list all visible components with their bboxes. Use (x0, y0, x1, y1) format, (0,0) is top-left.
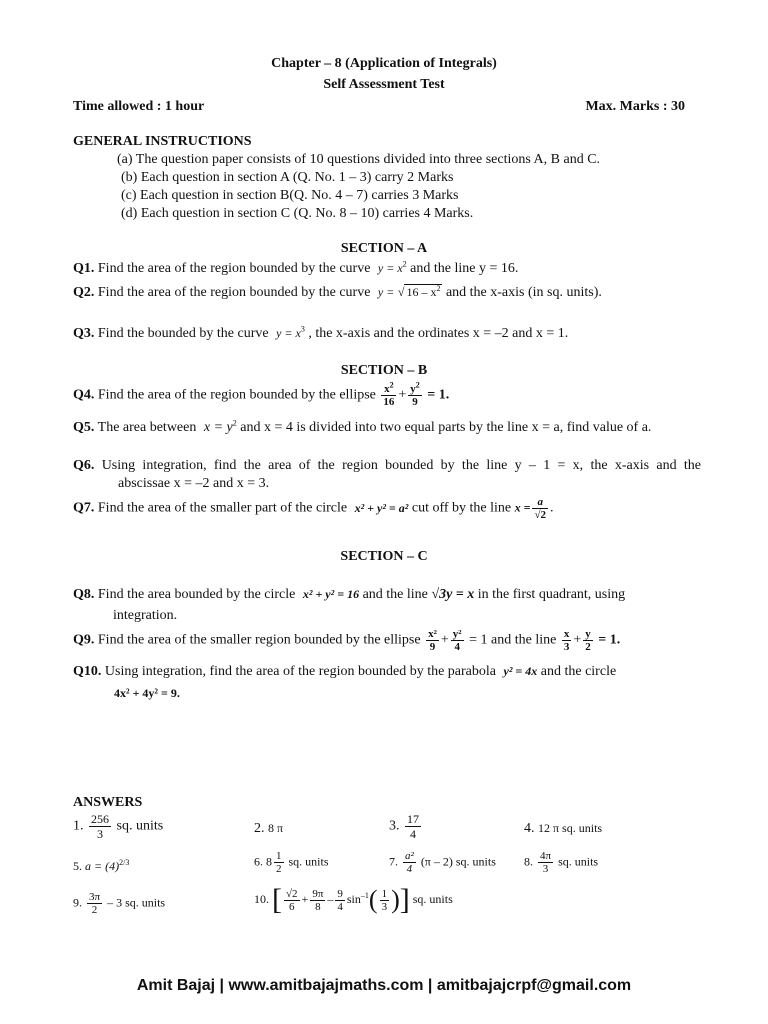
question-math: x = y (203, 420, 233, 435)
answer-number: 2. (254, 821, 265, 836)
question-math: y = x (377, 261, 403, 275)
question-text: cut off by the line (411, 500, 512, 516)
answer-10: 10. [ $\frac{√2}{6}$ + $\frac{9\pi}{8}$ – $\frac{9}{4}$ $\sin^{-1}$( $\frac{1}{3}$ )] sq. units (254, 883, 453, 916)
instruction-item: (b) Each question in section A (Q. No. 1 – 3) carry 2 Marks (121, 170, 454, 185)
question-text: and the line y = 16. (410, 261, 519, 276)
answer-number: 5. (73, 859, 82, 873)
answer-text: sq. units (288, 854, 329, 869)
fraction: $\frac{4\pi}{3}$ (540, 850, 552, 875)
fraction: $\frac{x}{3}$ (563, 628, 570, 653)
answer-number: 6. (254, 854, 263, 869)
question-text: in the first quadrant, using (477, 587, 626, 602)
answers-title: ANSWERS (73, 795, 143, 810)
question-8: Q8. Find the area bounded by the circle x² + y² = 16 and the line √3y = x in the first quadrant, using (73, 587, 626, 602)
question-6-continued: abscissae x = –2 and x = 3. (118, 476, 270, 491)
fraction: $\frac{9}{4}$ (337, 887, 343, 913)
question-text: = 1. (598, 632, 621, 648)
fraction: $\frac{\text{y²}}{4}$ (452, 628, 462, 653)
answer-1 (73, 812, 163, 841)
instruction-item: (d) Each question in section C (Q. No. 8 – 10) carries 4 Marks. (121, 206, 474, 221)
fraction: $\frac{17}{4}$ (407, 812, 419, 841)
fraction: $\frac{x^2}{16}$ (383, 380, 395, 408)
question-text: Using integration, find the area of the region bounded by the line y – 1 = x, the x-axis and the (101, 458, 701, 473)
section-a-heading: SECTION – A (340, 241, 428, 256)
answer-text: sq. units (412, 891, 453, 906)
question-text: and the circle (540, 664, 617, 679)
question-text: Find the area bounded by the circle (97, 587, 296, 602)
answer-text: 8 π (268, 821, 284, 835)
question-text: Find the area of the region bounded by the curve (97, 285, 371, 300)
instructions-title: GENERAL INSTRUCTIONS (73, 134, 252, 149)
answer-6: 6. 8 $\frac{1}{2}$ sq. units (254, 850, 329, 875)
answer-number: 10. (254, 891, 269, 906)
section-b-heading: SECTION – B (340, 363, 428, 378)
question-math: x² + y² = 16 (302, 587, 360, 601)
answer-9 (73, 891, 165, 916)
question-math: 3y = x (439, 587, 475, 602)
question-text: = 1 and the line (469, 632, 557, 648)
fraction: $\frac{a}{√2}$ (534, 496, 547, 521)
question-text: Find the area of the smaller part of the circle (97, 500, 348, 516)
question-number: Q2. (73, 285, 95, 300)
question-text: and the x-axis (in sq. units). (445, 285, 602, 300)
question-10 (73, 664, 616, 680)
fraction: $\frac{\text{x²}}{9}$ (428, 628, 437, 653)
answer-number: 1. (73, 818, 84, 834)
section-c-heading: SECTION – C (340, 549, 428, 564)
question-text: Using integration, find the area of the region bounded by the parabola (104, 664, 496, 679)
answer-text: a = (4) (85, 859, 120, 873)
question-9: Q9. Find the area of the smaller region bounded by the ellipse $\frac{\text{x²}}{9}$ + $\frac{\text{y²}}{4}$ = 1 and the line $\frac{x}{3}$ + $\frac{y}{2}$ = 1. (73, 628, 621, 653)
instruction-item: (a) The question paper consists of 10 questions divided into three sections A, B and C. (117, 152, 601, 167)
fraction: $\frac{y^2}{9}$ (410, 380, 420, 408)
answer-text: (π – 2) sq. units (420, 854, 496, 869)
fraction: $\frac{9\pi}{8}$ (312, 887, 324, 913)
question-text: , the x-axis and the ordinates x = –2 and x = 1. (308, 326, 569, 341)
chapter-title: Chapter – 8 (Application of Integrals) (271, 56, 497, 71)
question-math: x = (514, 500, 531, 515)
question-number: Q3. (73, 326, 95, 341)
answer-text: sq. units (558, 854, 599, 869)
question-7: Q7. Find the area of the smaller part of the circle x² + y² = a² cut off by the line x = $\frac{a}{√2}$ . (73, 496, 554, 521)
question-text: Find the area of the region bounded by the ellipse (97, 387, 376, 403)
answer-text: sq. units (116, 818, 164, 834)
question-text: = 1. (427, 387, 450, 403)
question-text: Find the area of the region bounded by the curve (97, 261, 371, 276)
fraction: $\frac{256}{3}$ (91, 812, 109, 841)
answer-7 (389, 850, 496, 875)
question-number: Q7. (73, 500, 95, 516)
answer-2 (254, 821, 283, 837)
answer-number: 7. (389, 854, 398, 869)
question-number: Q4. (73, 387, 95, 403)
question-number: Q1. (73, 261, 95, 276)
question-10-continued: 4x² + 4y² = 9. (114, 686, 180, 700)
question-number: Q6. (73, 458, 95, 473)
question-number: Q5. (73, 420, 95, 435)
fraction: $\frac{y}{2}$ (585, 628, 591, 653)
question-text: The area between (97, 420, 197, 435)
question-math: y = x (276, 326, 301, 340)
question-text: Find the bounded by the curve (97, 326, 269, 341)
footer-contact: Amit Bajaj | www.amitbajajmaths.com | amitbajajcrpf@gmail.com (136, 977, 632, 994)
fraction: $\frac{1}{3}$ (381, 887, 388, 913)
question-math: y² = 4x (503, 664, 538, 678)
answer-5 (73, 859, 129, 874)
time-allowed: Time allowed : 1 hour (73, 99, 205, 114)
fraction: $\frac{√2}{6}$ (286, 887, 298, 913)
question-1: Q1. Find the area of the region bounded by the curve $y = x^2$ and the line y = 16. (73, 259, 519, 276)
answer-8 (524, 850, 598, 875)
answer-text: 12 π sq. units (538, 821, 603, 835)
question-number: Q9. (73, 632, 95, 648)
answer-number: 3. (389, 818, 400, 834)
question-text: and the line (362, 587, 428, 602)
answer-number: 8. (524, 854, 533, 869)
answer-4 (524, 821, 602, 837)
answer-text: – 3 sq. units (107, 895, 166, 910)
radicand: 16 – x (406, 285, 437, 299)
test-subtitle: Self Assessment Test (323, 77, 445, 92)
question-5: Q5. The area between $x = y^2$ and x = 4 is divided into two equal parts by the line x = a, find value of a. (73, 418, 652, 435)
answer-number: 4. (524, 821, 535, 836)
max-marks: Max. Marks : 30 (585, 99, 685, 114)
fraction: $\frac{\text{a²}}{4}$ (405, 850, 414, 875)
question-6 (73, 458, 701, 474)
question-4: Q4. Find the area of the region bounded by the ellipse $\frac{x^2}{16}$ + $\frac{y^2}{9}$ = 1. (73, 380, 450, 408)
question-2: Q2. Find the area of the region bounded by the curve y = √ $16 - x^2$ and the x-axis (in sq. units). (73, 284, 602, 300)
question-8-continued: integration. (113, 608, 178, 623)
fraction: $\frac{3\pi}{2}$ (89, 891, 101, 916)
answer-number: 9. (73, 895, 82, 910)
question-text: and x = 4 is divided into two equal parts by the line x = a, find value of a. (240, 420, 652, 435)
question-number: Q8. (73, 587, 95, 602)
answer-exponent: 2/3 (119, 858, 130, 867)
instruction-item: (c) Each question in section B(Q. No. 4 – 7) carries 3 Marks (121, 188, 459, 203)
question-3: Q3. Find the bounded by the curve $y = x^3$ , the x-axis and the ordinates x = –2 and x = 1. (73, 324, 569, 341)
question-number: Q10. (73, 664, 102, 679)
question-text: Find the area of the smaller region bounded by the ellipse (97, 632, 421, 648)
question-math: y = (377, 285, 395, 299)
question-math: x² + y² = a² (354, 500, 409, 515)
answer-3 (389, 812, 423, 841)
fraction: $\frac{1}{2}$ (276, 850, 282, 875)
